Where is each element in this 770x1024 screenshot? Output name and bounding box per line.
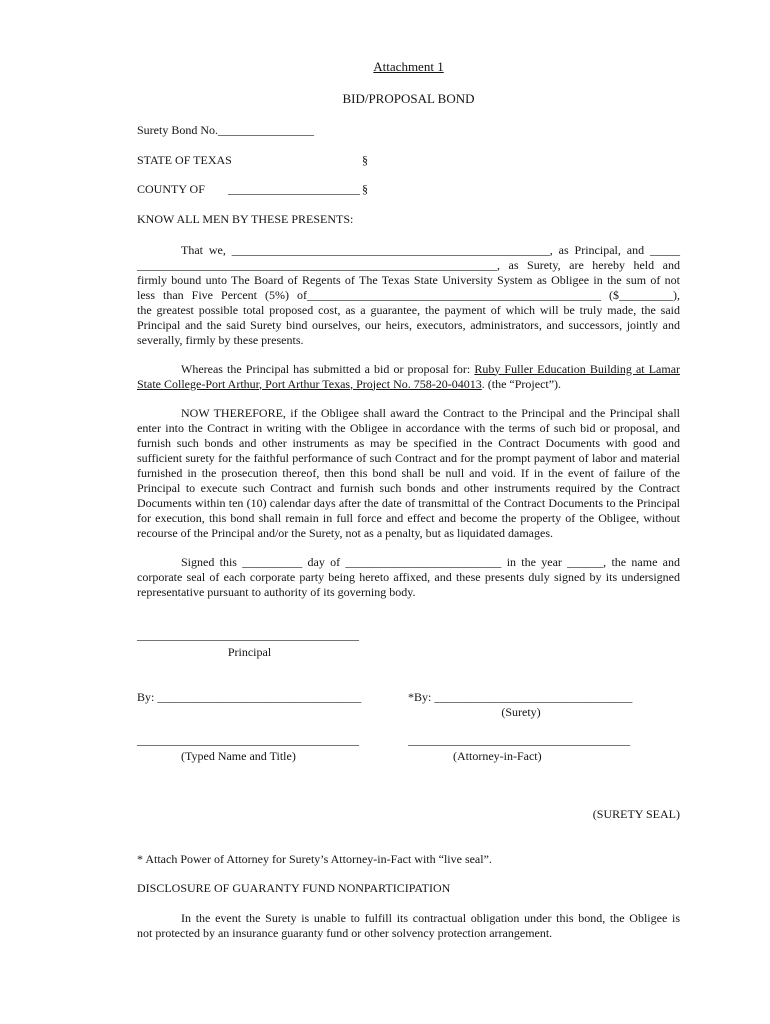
paragraph-line: severally, firmly by these presents. [137, 332, 304, 347]
paragraph-line: furnished in the prosecution thereof, then this bond shall be null and void. If in the event of failure of the [137, 465, 680, 480]
surety-by-blank: _________________________________ [434, 689, 633, 704]
paragraph-line: corporate seal of each corporate party being hereto affixed, and these presents duly signed by its undersigned [137, 569, 680, 584]
county-blank: ______________________ [228, 181, 360, 196]
typed-name-line: _____________________________________ [137, 733, 359, 747]
attachment-label: Attachment 1 [373, 59, 444, 74]
paragraph-line: enter into the Contract in writing with the Obligee in accordance with the terms of such bid or proposal, and [137, 420, 680, 435]
paragraph-line: Principal and the said Surety bind ourselves, our heirs, executors, administrators, and successors, jointly and [137, 317, 680, 332]
paragraph-line [137, 377, 561, 392]
surety-label: (Surety) [501, 704, 541, 719]
principal-label: Principal [227, 644, 272, 659]
document-title: BID/PROPOSAL BOND [342, 91, 475, 106]
paragraph-line: less than Five Percent (5%) of_________________________________________________ ($_________), [137, 287, 680, 302]
attorney-label: (Attorney-in-Fact) [453, 748, 542, 763]
paragraph-line: NOW THEREFORE, if the Obligee shall award the Contract to the Principal and the Principal shall [181, 405, 680, 420]
disclosure-heading: DISCLOSURE OF GUARANTY FUND NONPARTICIPATION [137, 880, 451, 895]
by-label: By: [137, 689, 155, 704]
footnote: * Attach Power of Attorney for Surety’s Attorney-in-Fact with “live seal”. [137, 851, 492, 866]
paragraph-line: recourse of the Principal and/or the Surety, not as a penalty, but as liquidated damages. [137, 525, 553, 540]
paragraph-line: representative pursuant to authority of its governing body. [137, 584, 416, 599]
surety-bond-number: Surety Bond No.________________ [137, 122, 314, 137]
paragraph-line: furnish such bonds and other instruments as may be specified in the Contract Documents with good and [137, 435, 680, 450]
state-section-symbol: § [362, 152, 368, 167]
surety-by-row [408, 690, 632, 705]
by-blank: __________________________________ [157, 689, 362, 704]
paragraph-line: firmly bound unto The Board of Regents of The Texas State University System as Obligee in the sum of not [137, 272, 680, 287]
paragraph-line: not protected by an insurance guaranty fund or other solvency protection arrangement. [137, 925, 553, 940]
paragraph-line: That we, _____________________________________________________, as Principal, and _____ [181, 242, 680, 257]
paragraph-line: the greatest possible total proposed cost, as a guarantee, the payment of which will be truly made, the said [137, 302, 680, 317]
paragraph-line: sufficient surety for the faithful performance of such Contract and for the prompt payment of labor and material [137, 450, 680, 465]
state-label: STATE OF TEXAS [137, 152, 232, 167]
project-tail: . (the “Project”). [481, 376, 562, 391]
project-name-part2: State College-Port Arthur, Port Arthur Texas, Project No. 758-20-04013 [137, 376, 482, 391]
project-name-part1: Ruby Fuller Education Building at Lamar [474, 361, 681, 376]
surety-seal-label: (SURETY SEAL) [592, 806, 680, 821]
typed-name-label: (Typed Name and Title) [181, 748, 296, 763]
attachment-heading [137, 59, 680, 74]
paragraph-line: Principal to execute such Contract and furnish such bonds and other instruments required by the Contract [137, 480, 680, 495]
know-all-heading: KNOW ALL MEN BY THESE PRESENTS: [137, 211, 354, 226]
principal-signature-line: _____________________________________ [137, 628, 359, 642]
principal-by-row [137, 690, 361, 705]
paragraph-line [181, 362, 680, 377]
paragraph-line: ____________________________________________________________, as Surety, are hereby held and [137, 257, 680, 272]
paragraph-line: In the event the Surety is unable to fulfill its contractual obligation under this bond, the Obligee is [181, 910, 680, 925]
attorney-line: _____________________________________ [408, 733, 630, 747]
paragraph-line: for execution, this bond shall remain in full force and effect and become the property of the Obligee, without [137, 510, 680, 525]
county-section-symbol: § [362, 181, 368, 196]
surety-by-label: *By: [408, 689, 432, 704]
paragraph-line: Signed this __________ day of __________________________ in the year ______, the name and [181, 554, 680, 569]
paragraph-line: Documents within ten (10) calendar days after the date of transmittal of the Contract Documents to the Principal [137, 495, 680, 510]
county-label: COUNTY OF [137, 181, 205, 196]
whereas-lead: Whereas the Principal has submitted a bid or proposal for: [181, 361, 471, 376]
